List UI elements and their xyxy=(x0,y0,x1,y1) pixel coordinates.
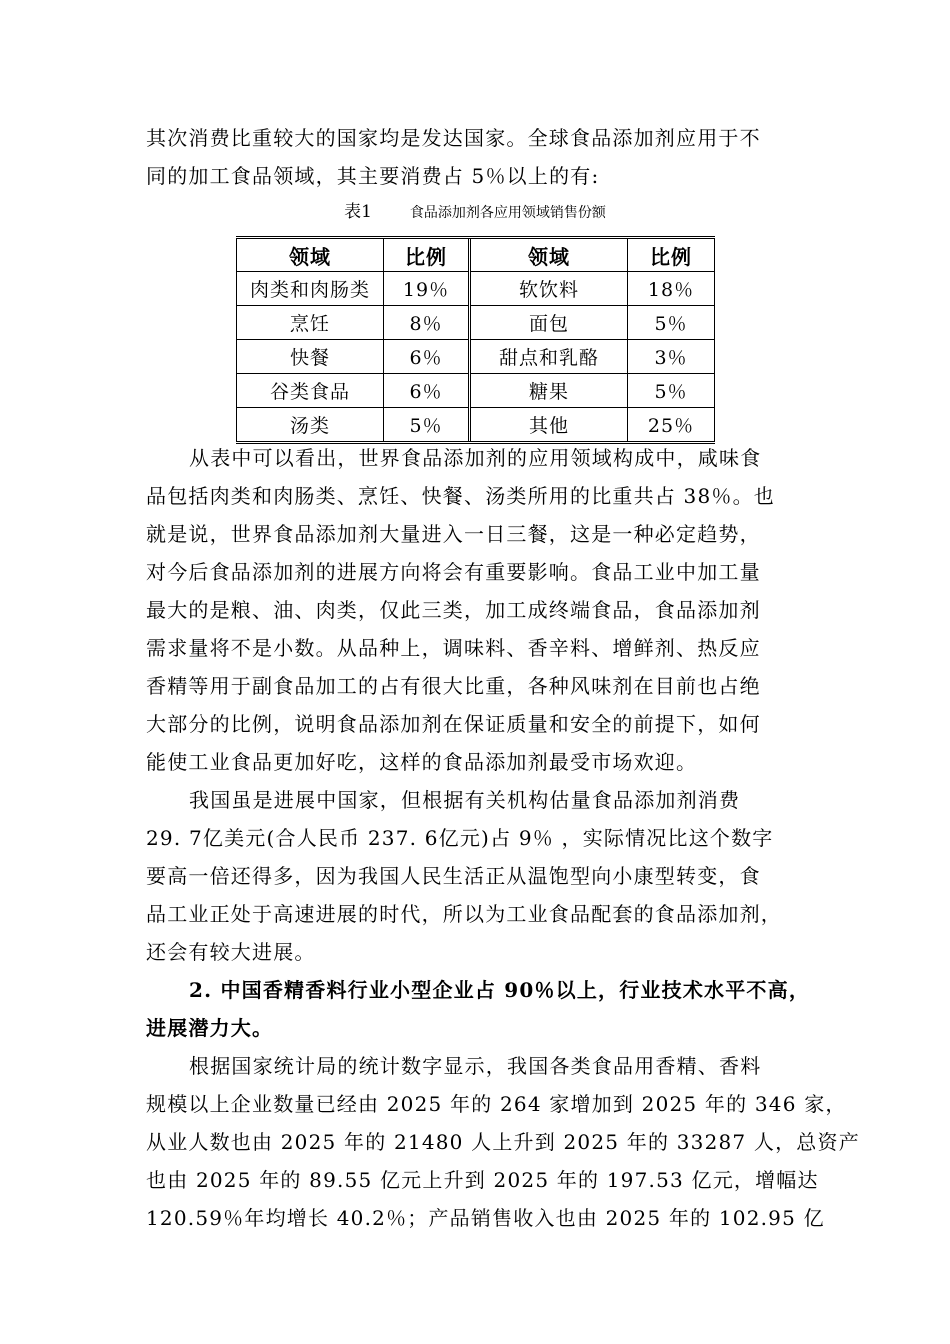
paragraph-2-line-7: 香精等用于副食品加工的占有很大比重，各种风味剂在目前也占绝 xyxy=(146,674,761,698)
paragraph-3-line-2: 29. 7亿美元(合人民币 237. 6亿元)占 9％ ，实际情况比这个数字 xyxy=(146,826,774,850)
table-row xyxy=(237,374,715,408)
table-cell: 5％ xyxy=(628,374,715,408)
table-row xyxy=(237,340,715,374)
paragraph-3-line-4: 品工业正处于高速进展的时代，所以为工业食品配套的食品添加剂， xyxy=(146,902,782,926)
table-cell: 甜点和乳酪 xyxy=(470,340,628,374)
paragraph-3-line-5: 还会有较大进展。 xyxy=(146,940,316,964)
paragraph-2-line-2: 品包括肉类和肉肠类、烹饪、快餐、汤类所用的比重共占 38％。也 xyxy=(146,484,776,508)
paragraph-2-line-8: 大部分的比例，说明食品添加剂在保证质量和安全的前提下，如何 xyxy=(146,712,761,736)
paragraph-intro-line-2: 同的加工食品领域，其主要消费占 5％以上的有: xyxy=(146,164,600,188)
table-header-row xyxy=(237,238,715,272)
paragraph-2-line-5: 最大的是粮、油、肉类，仅此三类，加工成终端食品，食品添加剂 xyxy=(146,598,761,622)
table-cell: 其他 xyxy=(470,408,628,443)
table-cell: 25％ xyxy=(628,408,715,443)
table-cell: 面包 xyxy=(470,306,628,340)
table-row xyxy=(237,306,715,340)
table-cell: 8％ xyxy=(384,306,470,340)
paragraph-3-line-3: 要高一倍还得多，因为我国人民生活正从温饱型向小康型转变，食 xyxy=(146,864,761,888)
paragraph-4-line-1: 根据国家统计局的统计数字显示，我国各类食品用香精、香料 xyxy=(189,1054,762,1078)
table-cell: 18％ xyxy=(628,272,715,306)
paragraph-4-line-2: 规模以上企业数量已经由 2025 年的 264 家增加到 2025 年的 346 家， xyxy=(146,1092,847,1116)
table-row xyxy=(237,272,715,306)
table-cell: 软饮料 xyxy=(470,272,628,306)
paragraph-4-line-5: 120.59％年均增长 40.2％；产品销售收入也由 2025 年的 102.95 亿 xyxy=(146,1206,825,1230)
table-cell: 5％ xyxy=(628,306,715,340)
table-cell: 6％ xyxy=(384,374,470,408)
paragraph-2-line-6: 需求量将不是小数。从品种上，调味料、香辛料、增鲜剂、热反应 xyxy=(146,636,761,660)
paragraph-4-line-3: 从业人数也由 2025 年的 21480 人上升到 2025 年的 33287 人，总资产 xyxy=(146,1130,860,1154)
table-row xyxy=(237,408,715,443)
table-cell: 6％ xyxy=(384,340,470,374)
table-caption xyxy=(0,202,950,223)
table-cell: 烹饪 xyxy=(237,306,384,340)
header-ratio-1: 比例 xyxy=(384,238,470,272)
table-cell: 糖果 xyxy=(470,374,628,408)
table-cell: 汤类 xyxy=(237,408,384,443)
paragraph-2-line-4: 对今后食品添加剂的进展方向将会有重要影响。食品工业中加工量 xyxy=(146,560,761,584)
table-cell: 19％ xyxy=(384,272,470,306)
sales-share-table xyxy=(236,236,715,444)
paragraph-2-line-9: 能使工业食品更加好吃，这样的食品添加剂最受市场欢迎。 xyxy=(146,750,698,774)
paragraph-3-line-1: 我国虽是进展中国家，但根据有关机构估量食品添加剂消费 xyxy=(189,788,741,812)
section-heading-line-2: 进展潜力大。 xyxy=(146,1016,274,1040)
table-number: 表1 xyxy=(344,202,372,222)
paragraph-2-line-1: 从表中可以看出，世界食品添加剂的应用领域构成中，咸味食 xyxy=(189,446,762,470)
section-heading-line-1: 2. 中国香精香料行业小型企业占 90％以上，行业技术水平不高， xyxy=(189,978,811,1002)
table-cell: 谷类食品 xyxy=(237,374,384,408)
table-cell: 5％ xyxy=(384,408,470,443)
header-domain-2: 领域 xyxy=(470,238,628,272)
paragraph-2-line-3: 就是说，世界食品添加剂大量进入一日三餐，这是一种必定趋势， xyxy=(146,522,761,546)
paragraph-4-line-4: 也由 2025 年的 89.55 亿元上升到 2025 年的 197.53 亿元，增幅达 xyxy=(146,1168,819,1192)
header-ratio-2: 比例 xyxy=(628,238,715,272)
header-domain-1: 领域 xyxy=(237,238,384,272)
table-cell: 3％ xyxy=(628,340,715,374)
paragraph-intro-line-1: 其次消费比重较大的国家均是发达国家。全球食品添加剂应用于不 xyxy=(146,126,761,150)
table-cell: 快餐 xyxy=(237,340,384,374)
table-cell: 肉类和肉肠类 xyxy=(237,272,384,306)
table-title: 食品添加剂各应用领域销售份额 xyxy=(409,205,606,221)
